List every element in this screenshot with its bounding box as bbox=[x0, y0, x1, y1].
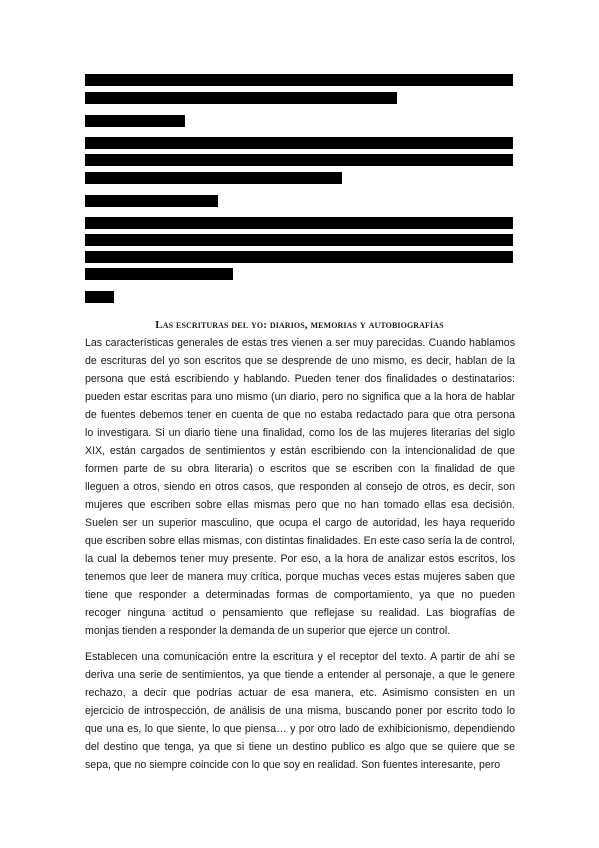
text-line: monjas tienden a responder la demanda de un superior que ejerce un control. bbox=[85, 625, 451, 637]
text-line: de escrituras del yo son escritos que se desprende de uno mismo, es decir, hablan de la bbox=[85, 355, 515, 367]
redacted-line bbox=[85, 251, 513, 263]
text-line: la cual la debemos tener muy presente. Por eso, a la hora de analizar estos escritos, los bbox=[85, 553, 515, 565]
text-line: que una es, lo que siente, lo que piensa… y por otro lado de exhibicionismo, dependiendo bbox=[85, 723, 515, 735]
text-line: rechazo, a decir que podrías actuar de esa manera, etc. Asimismo consisten en un bbox=[85, 687, 515, 699]
text-line: lleguen a otros, siendo en otros casos, que responden al consejo de otros, es decir, son bbox=[85, 481, 515, 493]
text-line: mujeres que escriben sobre ellas mismas pero que no han tomado ellas esa decisión. bbox=[85, 499, 515, 511]
text-line: ejercicio de introspección, de análisis de una misma, buscando poner por escrito todo lo bbox=[85, 705, 515, 717]
text-line: pueden estar escritas para uno mismo (un diario, pero no significa que a la hora de hablar bbox=[85, 391, 515, 403]
text-line: de fuentes debemos tener en cuenta de que no estaba redactado para que otra persona bbox=[85, 409, 515, 421]
redacted-line bbox=[85, 291, 114, 303]
body-text bbox=[85, 334, 515, 782]
redacted-line bbox=[85, 172, 342, 184]
text-line: XIX, están cargados de sentimientos y están escribiendo con la intencionalidad de que bbox=[85, 445, 515, 457]
redacted-line bbox=[85, 195, 218, 207]
section-title: Las escrituras del yo: diarios, memorias y autobiografías bbox=[155, 319, 444, 331]
text-line: Suelen ser un superior masculino, que ocupa el cargo de autoridad, les haya requerido bbox=[85, 517, 515, 529]
text-line: sepa, que no siempre coincide con lo que soy en realidad. Son fuentes interesante, pero bbox=[85, 759, 501, 771]
redacted-line bbox=[85, 268, 233, 280]
redacted-line bbox=[85, 217, 513, 229]
text-line: Establecen una comunicación entre la escritura y el receptor del texto. A partir de ahí se bbox=[85, 651, 515, 663]
text-line: persona que está escribiendo y hablando. Pueden tener dos finalidades o destinatarios: bbox=[85, 373, 515, 385]
redacted-line bbox=[85, 137, 513, 149]
text-line: recoger ninguna actitud o pensamiento que reflejase su realidad. Las biografías de bbox=[85, 607, 515, 619]
text-line: tiene que responder a determinadas formas de comportamiento, ya que no pueden bbox=[85, 589, 515, 601]
redacted-line bbox=[85, 154, 513, 166]
paragraph bbox=[85, 334, 515, 640]
redacted-line bbox=[85, 74, 513, 86]
paragraph bbox=[85, 648, 515, 774]
redacted-line bbox=[85, 234, 513, 246]
text-line: que escriben sobre ellas mismas, con distintas finalidades. En este caso sería la de control, bbox=[85, 535, 515, 547]
text-line: lo investigara. Si un diario tiene una finalidad, como los de las mujeres literarias del siglo bbox=[85, 427, 515, 439]
text-line: del destino que tenga, ya que si tiene un destino publico es algo que se quiere que se bbox=[85, 741, 515, 753]
text-line: formen parte de su obra literaria) o escritos que se escriben con la finalidad de que bbox=[85, 463, 515, 475]
redacted-line bbox=[85, 115, 185, 127]
redacted-line bbox=[85, 92, 397, 104]
text-line: Las características generales de estas tres vienen a ser muy parecidas. Cuando hablamos bbox=[85, 337, 515, 349]
text-line: deriva una serie de sentimientos, ya que tiende a entender al personaje, a que le genere bbox=[85, 669, 515, 681]
text-line: tenemos que leer de manera muy crítica, porque muchas veces estas mujeres saben que bbox=[85, 571, 515, 583]
